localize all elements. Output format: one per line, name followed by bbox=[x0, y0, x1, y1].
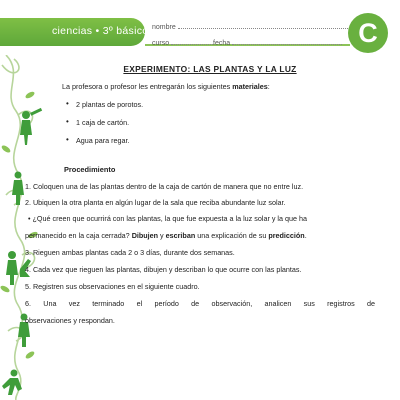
vine-icon bbox=[2, 55, 35, 400]
material-item: • 1 caja de cartón. bbox=[76, 118, 129, 127]
name-input-line[interactable] bbox=[178, 23, 348, 29]
intro-text bbox=[62, 82, 270, 91]
question-connector: y bbox=[158, 231, 166, 240]
child-with-telescope-icon bbox=[20, 108, 42, 145]
intro-materials-word: materiales bbox=[232, 82, 268, 91]
date-label: fecha bbox=[213, 40, 231, 47]
procedure-step-6-line-2: observaciones y respondan. bbox=[25, 316, 115, 325]
question-text-tail: una explicación de su bbox=[195, 231, 269, 240]
date-field[interactable] bbox=[213, 39, 342, 47]
question-text: permanecido en la caja cerrada? bbox=[25, 231, 132, 240]
date-input-line[interactable] bbox=[232, 39, 342, 45]
course-label: curso bbox=[152, 40, 170, 47]
prediction-question-line-2 bbox=[25, 231, 375, 240]
subject-band bbox=[0, 18, 149, 46]
material-item: • 2 plantas de porotos. bbox=[76, 100, 143, 109]
procedure-step-1: 1. Coloquen una de las plantas dentro de la caja de cartón de manera que no entre luz. bbox=[25, 182, 304, 191]
prediction-keyword: predicción bbox=[268, 231, 305, 240]
course-input-line[interactable] bbox=[171, 39, 213, 45]
procedure-step-6-line-1: 6. Una vez terminado el período de observación, analicen sus registros de bbox=[25, 299, 375, 308]
procedure-step-3: 3. Rieguen ambas plantas cada 2 o 3 días, durante dos semanas. bbox=[25, 248, 235, 257]
write-keyword: escriban bbox=[165, 231, 196, 240]
intro-lead: La profesora o profesor les entregarán los siguientes bbox=[62, 82, 233, 91]
name-field[interactable] bbox=[152, 23, 348, 31]
subject-label: ciencias • 3º básico bbox=[52, 25, 149, 37]
intro-colon: : bbox=[267, 82, 270, 91]
decorative-vine-illustration bbox=[0, 55, 52, 400]
draw-keyword: Dibujen bbox=[131, 231, 159, 240]
procedure-heading: Procedimiento bbox=[64, 165, 116, 174]
name-label: nombre bbox=[152, 24, 176, 31]
question-period: . bbox=[304, 231, 307, 240]
experiment-title: EXPERIMENTO: LAS PLANTAS Y LA LUZ bbox=[123, 64, 297, 74]
level-badge: C bbox=[348, 13, 388, 53]
course-field[interactable] bbox=[152, 39, 213, 47]
child-icon bbox=[12, 172, 24, 206]
material-item: • Agua para regar. bbox=[76, 136, 130, 145]
procedure-step-2: 2. Ubiquen la otra planta en algún lugar de la sala que reciba abundante luz solar. bbox=[25, 198, 286, 207]
procedure-step-4: 4. Cada vez que rieguen las plantas, dibujen y describan lo que ocurre con las plantas. bbox=[25, 265, 302, 274]
prediction-question-line-1: • ¿Qué creen que ocurrirá con las plantas, la que fue expuesta a la luz solar y la que ha bbox=[28, 214, 307, 223]
procedure-step-5: 5. Registren sus observaciones en el siguiente cuadro. bbox=[25, 282, 200, 291]
